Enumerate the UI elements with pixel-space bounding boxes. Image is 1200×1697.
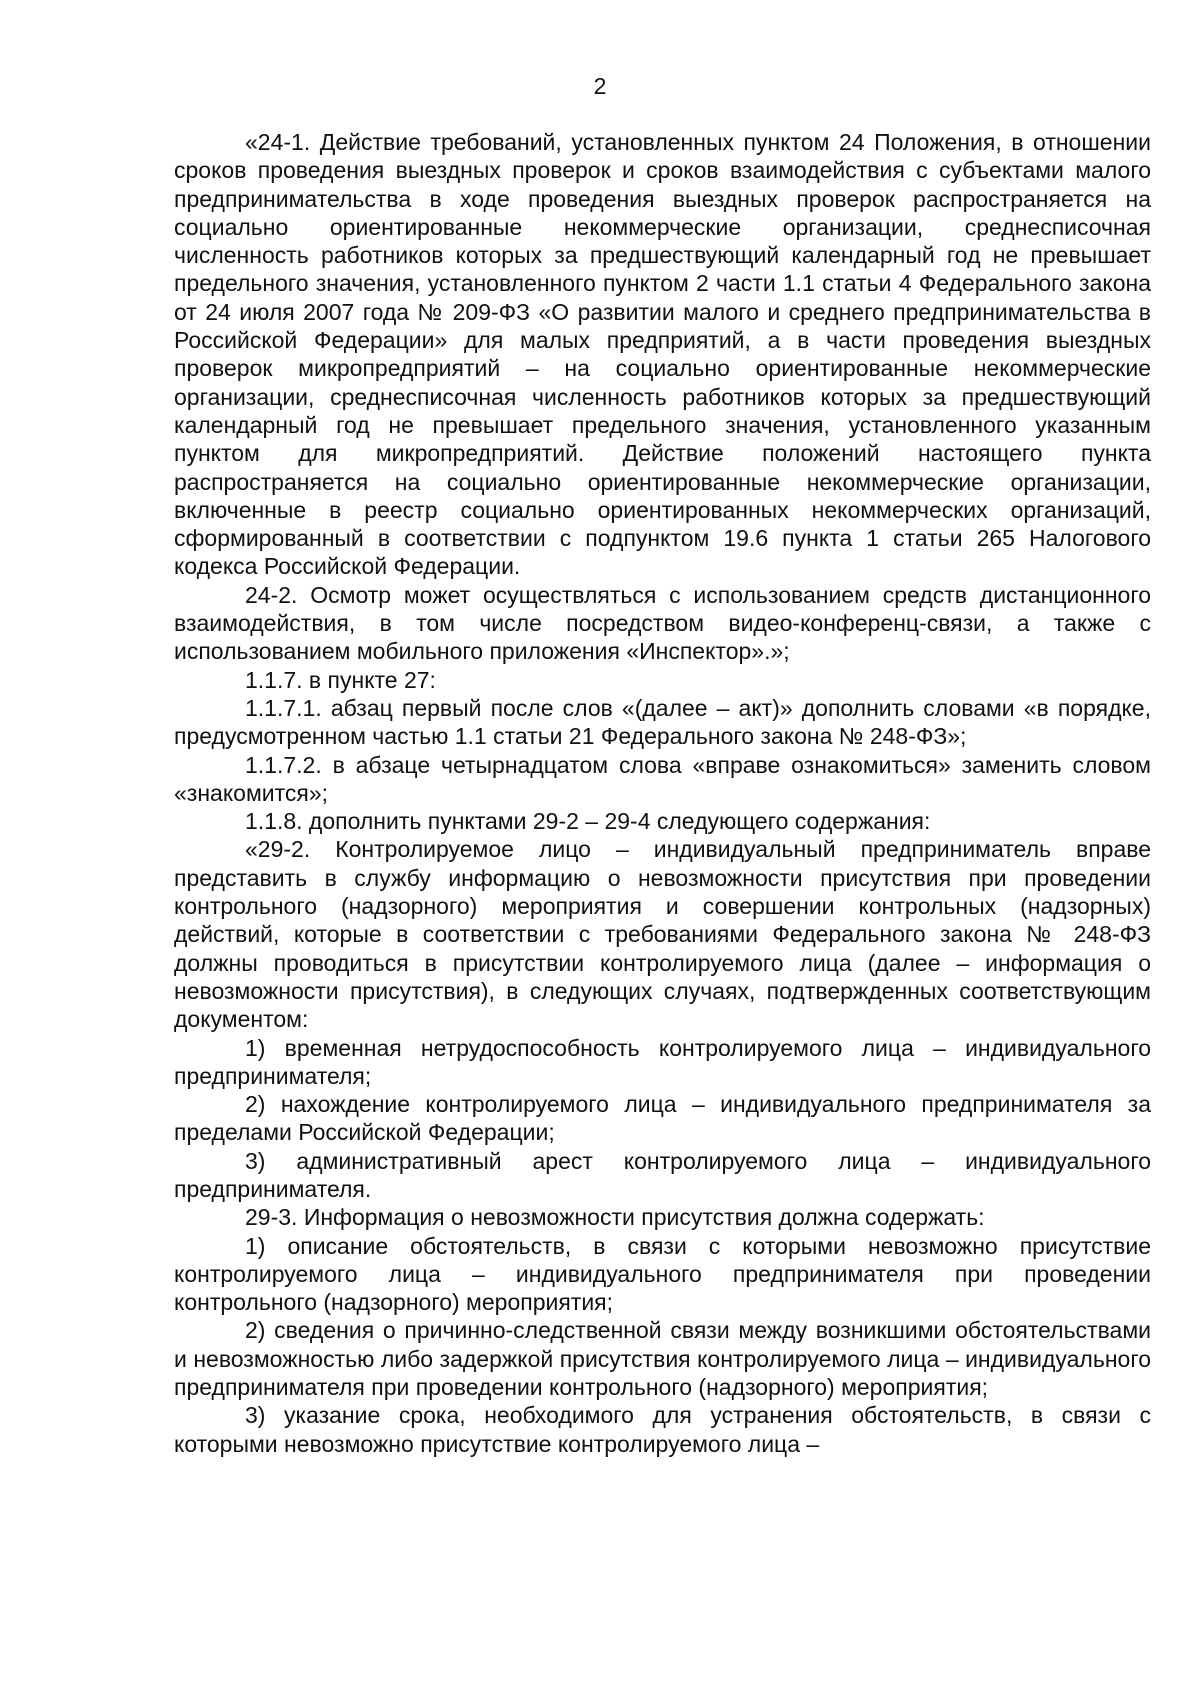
paragraph-1-1-7-2: 1.1.7.2. в абзаце четырнадцатом слова «вправе ознакомиться» заменить словом «знакомится»; [174,751,1151,806]
list-item-29-2-1: 1) временная нетрудоспособность контролируемого лица – индивидуального предпринимателя; [174,1034,1151,1089]
paragraph-24-2: 24-2. Осмотр может осуществляться с использованием средств дистанционного взаимодействия, в том числе посредством видео-конференц-связи, а также с использованием мобильного приложения «Инспектор».»; [174,581,1151,665]
list-item-29-3-3: 3) указание срока, необходимого для устранения обстоятельств, в связи с которыми невозможно присутствие контролируемого лица – [174,1402,1151,1457]
paragraph-1-1-8: 1.1.8. дополнить пунктами 29-2 – 29-4 следующего содержания: [245,808,931,835]
paragraph-1-1-7-1: 1.1.7.1. абзац первый после слов «(далее – акт)» дополнить словами «в порядке, предусмотренном частью 1.1 статьи 21 Федерального закона № 248-ФЗ»; [174,694,1151,750]
list-item-29-2-3: 3) административный арест контролируемого лица – индивидуального предпринимателя. [174,1147,1151,1202]
paragraph-1-1-7: 1.1.7. в пункте 27: [245,666,436,693]
paragraph-29-2: «29-2. Контролируемое лицо – индивидуальный предприниматель вправе представить в службу информацию о невозможности присутствия при проведении контрольного (надзорного) мероприятия и совершении контрольных (надзорных) действий, которые в соответствии с требованиями Федерального закона № 248-ФЗ должны проводиться в присутствии контролируемого лица (далее – информация о невозможности присутствия), в следующих случаях, подтвержденных соответствующим документом: [174,836,1151,1033]
list-item-29-3-1: 1) описание обстоятельств, в связи с которыми невозможно присутствие контролируемого лица – индивидуального предпринимателя при проведении контрольного (надзорного) мероприятия; [174,1232,1151,1316]
page-number: 2 [593,73,607,99]
paragraph-24-1: «24-1. Действие требований, установленных пунктом 24 Положения, в отношении сроков проведения выездных проверок и сроков взаимодействия с субъектами малого предпринимательства в ходе проведения выездных проверок распространяется на социально ориентированные некоммерческие организации, среднесписочная численность работников которых за предшествующий календарный год не превышает предельного значения, установленного пунктом 2 части 1.1 статьи 4 Федерального закона от 24 июля 2007 года № 209-ФЗ «О развитии малого и среднего предпринимательства в Российской Федерации» для малых предприятий, а в части проведения выездных проверок микропредприятий – на социально ориентированные некоммерческие организации, среднесписочная численность работников которых за предшествующий календарный год не превышает предельного значения, установленного указанным пунктом для микропредприятий. Действие положений настоящего пункта распространяется на социально ориентированные некоммерческие организации, включенные в реестр социально ориентированных некоммерческих организаций, сформированный в соответствии с подпунктом 19.6 пункта 1 статьи 265 Налогового кодекса Российской Федерации. [174,129,1151,580]
paragraph-29-3: 29-3. Информация о невозможности присутствия должна содержать: [245,1204,985,1231]
document-body [174,128,1151,1458]
list-item-29-2-2: 2) нахождение контролируемого лица – индивидуального предпринимателя за пределами Российской Федерации; [174,1091,1151,1146]
list-item-29-3-2: 2) сведения о причинно-следственной связи между возникшими обстоятельствами и невозможностью либо задержкой присутствия контролируемого лица – индивидуального предпринимателя при проведении контрольного (надзорного) мероприятия; [174,1317,1151,1401]
